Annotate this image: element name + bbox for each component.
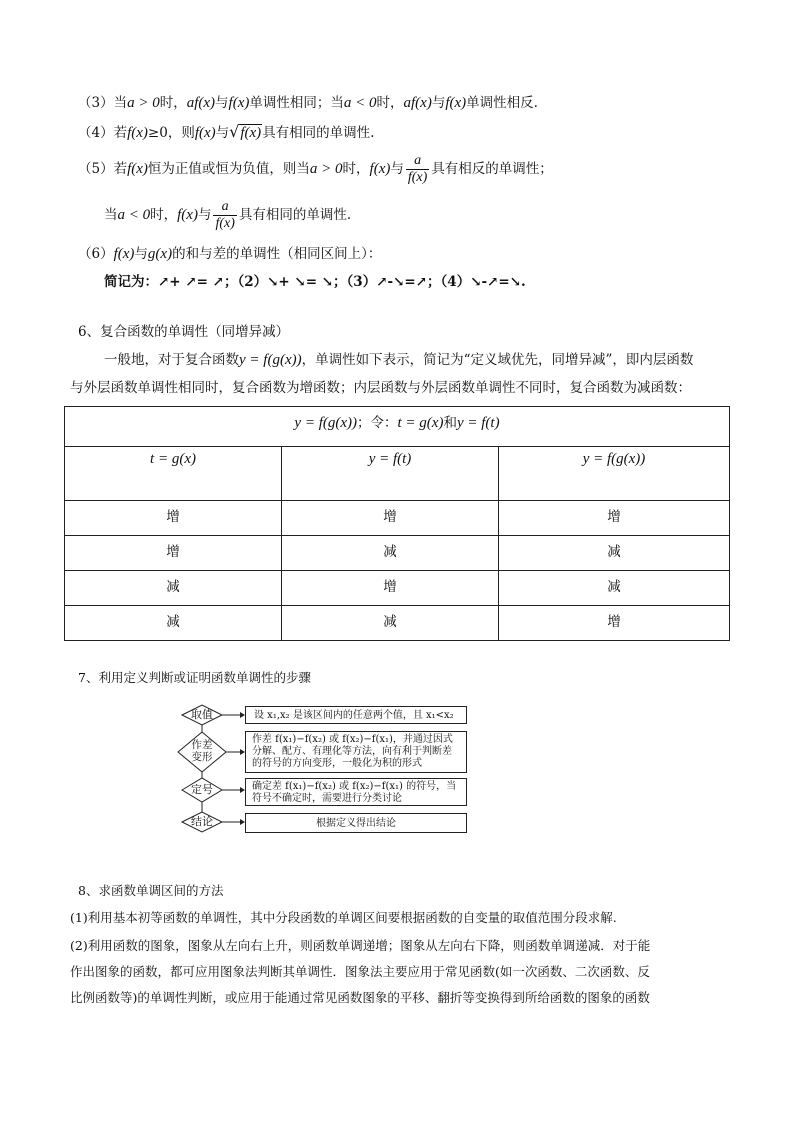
table-cell: 增: [499, 606, 730, 641]
step-box: 设 x₁,x₂ 是该区间内的任意两个值，且 x₁<x₂: [245, 706, 467, 724]
math-y-ft: y = f(t): [456, 415, 500, 431]
math-a-lt-0: a < 0: [343, 95, 377, 111]
math-f: f(x): [194, 125, 216, 141]
section-8-p2-line2: 作出图象的函数，都可应用图象法判断其单调性．图象法主要应用于常见函数(如一次函数、二次函数、反: [70, 964, 650, 979]
table-cell: 增: [282, 501, 499, 536]
text: 与: [134, 246, 148, 262]
table-row: [65, 606, 730, 641]
text: 具有相反的单调性；: [431, 161, 553, 177]
math-g: g(x): [147, 246, 173, 262]
col-header-composite: [499, 447, 730, 501]
sqrt-icon: √: [229, 122, 240, 141]
text: 与: [215, 125, 230, 141]
step-label: 作差变形: [191, 739, 213, 763]
section-6-heading: 6、复合函数的单调性（同增异减）: [78, 324, 290, 340]
table-cell: 减: [65, 606, 282, 641]
fraction-a-over-f: [406, 153, 429, 186]
text: 具有相同的单调性.: [262, 125, 375, 141]
step-label: 定号: [191, 783, 213, 796]
step-label: 取值: [191, 708, 213, 721]
math-y-fgx: y = f(g(x)): [294, 415, 358, 431]
math-f: f(x): [445, 95, 467, 111]
frac-den: f(x): [407, 170, 428, 185]
table-row: [65, 536, 730, 571]
text: （5）若: [78, 161, 128, 177]
text: 具有相同的单调性.: [238, 207, 352, 223]
item-6: [78, 244, 381, 264]
math-y-ft: y = f(t): [368, 451, 412, 467]
math-f: f(x): [177, 207, 198, 223]
text: 一般地，对于复合函数: [104, 352, 239, 368]
text: 与: [215, 95, 229, 111]
table-cell: 增: [282, 571, 499, 606]
math-sqrt-f: f(x): [240, 125, 262, 141]
section-6-para-line1: [104, 350, 693, 370]
text: 时，: [342, 161, 370, 177]
text: ，单调性如下表示，简记为“定义域优先，同增异减”，即内层函数: [301, 352, 694, 368]
text: 单调性相反.: [466, 95, 538, 111]
text: 时，: [150, 207, 178, 223]
table-cell: 减: [499, 536, 730, 571]
text: （3）当: [78, 95, 128, 111]
math-y-fgx: y = f(g(x)): [582, 451, 646, 467]
text: 的和与差的单调性（相同区间上）：: [172, 246, 382, 262]
summary: 简记为：↗+ ↗= ↗；（2）↘+ ↘= ↘；（3）↗-↘=↗；（4）↘-↗=↘.: [104, 274, 526, 290]
math-f: f(x): [127, 161, 148, 177]
frac-den: f(x): [215, 216, 235, 231]
section-8-p2-line3: 比例函数等)的单调性判断，或应用于能通过常见函数图象的平移、翻折等变换得到所给函数的图象的函数: [70, 990, 650, 1005]
step-box: 确定差 f(x₁)−f(x₂) 或 f(x₂)−f(x₁) 的符号，当符号不确定时，需要进行分类讨论: [245, 778, 467, 806]
text: 恒为正值或恒为负值，则当: [147, 161, 310, 177]
table-cell: 增: [499, 501, 730, 536]
math-a-gt-0: a > 0: [309, 161, 343, 177]
text: 与: [431, 95, 446, 111]
math-f: f(x): [113, 246, 135, 262]
table-cell: 减: [65, 571, 282, 606]
table-cell: 增: [65, 501, 282, 536]
math-af: af(x): [186, 95, 216, 111]
text: 时，: [376, 95, 404, 111]
section-8-p2-line1: (2)利用函数的图象，图象从左向右上升，则函数单调递增；图象从左向右下降，则函数单调递减．对于能: [70, 938, 651, 953]
math-t-gx: t = g(x): [150, 451, 196, 467]
frac-num: a: [406, 153, 429, 170]
col-header-inner: [65, 447, 282, 501]
fraction-a-over-f: [213, 199, 236, 232]
math-f: f(x): [228, 95, 250, 111]
section-8-p1: (1)利用基本初等函数的单调性，其中分段函数的单调区间要根据函数的自变量的取值范围分段求解.: [70, 910, 617, 925]
math-a-gt-0: a > 0: [127, 95, 160, 111]
item-3: [78, 93, 538, 113]
section-8-heading: 8、求函数单调区间的方法: [78, 883, 224, 898]
text: ≥0，则: [147, 125, 195, 141]
math-f: f(x): [127, 125, 148, 141]
frac-num: a: [213, 199, 236, 216]
text: （4）若: [78, 125, 128, 141]
table-cell: 增: [65, 536, 282, 571]
text: ；令：: [357, 415, 398, 431]
table-cell: 减: [282, 536, 499, 571]
math-af: af(x): [403, 95, 432, 111]
table-cell: 减: [282, 606, 499, 641]
col-header-outer: [282, 447, 499, 501]
table-cell: 减: [499, 571, 730, 606]
table-header: [65, 407, 730, 447]
text: 与: [390, 161, 404, 177]
text: 和: [443, 415, 457, 431]
step-box: 作差 f(x₁)−f(x₂) 或 f(x₂)−f(x₁)，并通过因式分解、配方、有理化等方法，向有利于判断差的符号的方向变形，一般化为积的形式: [245, 731, 467, 773]
text: 当: [104, 207, 118, 223]
item-5b: [104, 198, 351, 232]
table-row: [65, 501, 730, 536]
step-label: 结论: [191, 815, 213, 828]
math-t-gx: t = g(x): [397, 415, 444, 431]
text: （6）: [78, 246, 114, 262]
text: 与: [197, 207, 212, 223]
math-y-fgx: y = f(g(x)): [239, 352, 302, 368]
math-f: f(x): [369, 161, 391, 177]
item-4: [78, 122, 374, 143]
text: 时，: [159, 95, 187, 111]
composite-monotonicity-table: [64, 406, 730, 641]
item-5: [78, 152, 553, 186]
step-box: 根据定义得出结论: [245, 813, 467, 833]
section-7-heading: 7、利用定义判断或证明函数单调性的步骤: [78, 670, 311, 685]
section-6-para-line2: 与外层函数单调性相同时，复合函数为增函数；内层函数与外层函数单调性不同时，复合函数为减函数：: [70, 380, 691, 396]
text: 单调性相同；当: [249, 95, 344, 111]
math-a-lt-0: a < 0: [117, 207, 151, 223]
table-row: [65, 571, 730, 606]
